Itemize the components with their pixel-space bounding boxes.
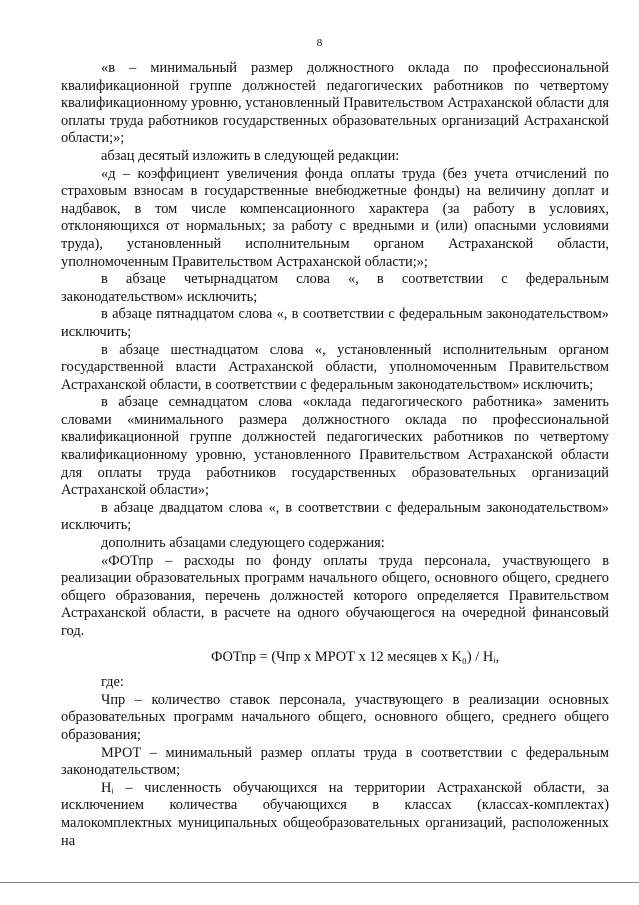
page-number: 8: [316, 37, 323, 49]
paragraph: «в – минимальный размер должностного оклада по профессиональной квалификационной группе должностей педагогических работников по четвертому квалификационному уровню, установленный Правительством Астраханской области для оплаты труда работников государственных образовательных организаций Астраханской области;»;: [61, 60, 609, 147]
paragraph: «ФОТпр – расходы по фонду оплаты труда персонала, участвующего в реализации образовательных программ начального общего, основного общего, среднего общего образования, перечень должностей которого определяется Правительством Астраханской области, в расчете на одного обучающегося на очередной финансовый год.: [61, 552, 609, 639]
page-bottom-divider: [0, 882, 639, 883]
definition: Hᵢ – численность обучающихся на территории Астраханской области, за исключением количества обучающихся в классах (классах-комплектах) малокомплектных муниципальных общеобразовательных организаций, расположенных на: [61, 779, 609, 849]
paragraph: в абзаце двадцатом слова «, в соответствии с федеральным законодательством» исключить;: [61, 499, 609, 534]
definition: МРОТ – минимальный размер оплаты труда в соответствии с федеральным законодательством;: [61, 744, 609, 779]
paragraph: в абзаце пятнадцатом слова «, в соответствии с федеральным законодательством» исключить;: [61, 306, 609, 340]
paragraph: в абзаце шестнадцатом слова «, установленный исполнительным органом государственной власти Астраханской области, уполномоченным Правительством Астраханской области, в соответствии с федеральным законодательством» исключить;: [61, 341, 609, 393]
paragraph: в абзаце семнадцатом слова «оклада педагогического работника» заменить словами «минимального размера должностного оклада по профессиональной квалификационной группе должностей педагогических работников по четвертому квалификационному уровню, установленного Правительством Астраханской области для оплаты труда работников государственных образовательных организаций Астраханской области»;: [61, 394, 609, 499]
paragraph: дополнить абзацами следующего содержания:: [101, 535, 385, 552]
paragraph: «д – коэффициент увеличения фонда оплаты труда (без учета отчислений по страховым взносам в государственные внебюджетные фонды) на величину доплат и надбавок, в том числе компенсационного характера (за работу в условиях, отклоняющихся от нормальных; за работу с вредными и (или) опасными условиями труда), установленный исполнительным органом Астраханской области, уполномоченным Правительством Астраханской области;»;: [61, 165, 609, 270]
where-label: где:: [101, 674, 124, 691]
document-body: [61, 60, 609, 850]
formula: ФОТпр = (Чпр х МРОТ х 12 месяцев х K₀) / Hᵢ,: [211, 648, 500, 665]
definition: Чпр – количество ставок персонала, участвующего в реализации основных образовательных программ начального общего, основного общего, среднего общего образования;: [61, 691, 609, 743]
paragraph: в абзаце четырнадцатом слова «, в соответствии с федеральным законодательством» исключить;: [61, 271, 609, 305]
paragraph: абзац десятый изложить в следующей редакции:: [101, 147, 400, 164]
